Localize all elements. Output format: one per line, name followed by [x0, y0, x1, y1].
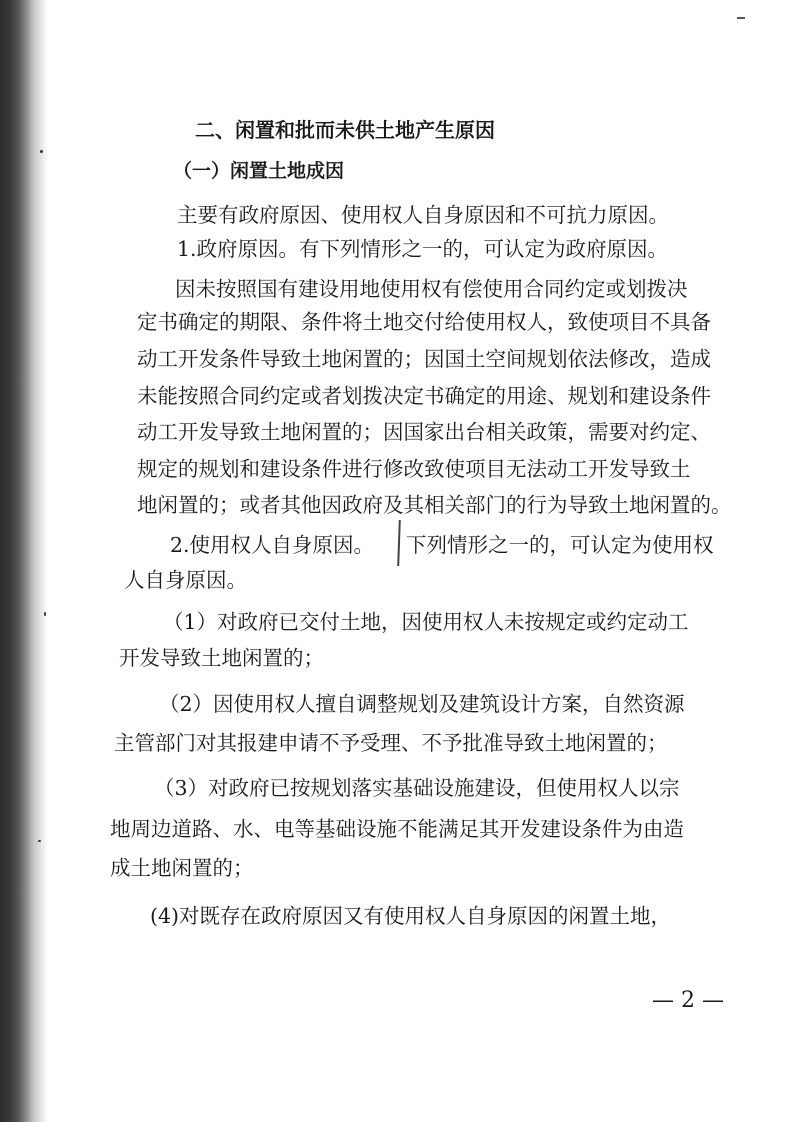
paragraph-line: （3）对政府已按规划落实基础设施建设，但使用权人以宗	[154, 776, 680, 800]
paragraph-line: （2）因使用权人擅自调整规划及建筑设计方案，自然资源	[159, 692, 685, 716]
paragraph-line: 定书确定的期限、条件将土地交付给使用权人，致使项目不具备	[137, 310, 711, 334]
paragraph-line: 未能按照合同约定或者划拨决定书确定的用途、规划和建设条件	[137, 384, 711, 408]
paragraph-line: 动工开发条件导致土地闲置的；因国土空间规划依法修改，造成	[137, 347, 711, 371]
page-number: — 2 —	[652, 988, 724, 1013]
paragraph-line: 地闲置的；或者其他因政府及其相关部门的行为导致土地闲置的。	[137, 493, 732, 517]
scan-edge-shadow	[0, 0, 48, 1122]
paragraph-line: 开发导致土地闲置的；	[119, 646, 324, 670]
scan-speck	[40, 150, 43, 153]
paragraph-line: 主管部门对其报建申请不予受理、不予批准导致土地闲置的；	[114, 731, 668, 755]
paragraph-line: 地周边道路、水、电等基础设施不能满足其开发建设条件为由造	[110, 817, 684, 841]
paragraph-line: 主要有政府原因、使用权人自身原因和不可抗力原因。	[177, 203, 669, 227]
scan-mark	[737, 17, 745, 19]
paragraph-line: 人自身原因。	[124, 568, 247, 592]
scan-speck	[38, 840, 41, 842]
section-heading: 二、闲置和批而未供土地产生原因	[195, 118, 495, 142]
pen-mark	[397, 520, 401, 566]
paragraph-line: 规定的规划和建设条件进行修改致使项目无法动工开发导致土	[137, 457, 691, 481]
scan-speck	[44, 612, 46, 616]
subsection-heading: （一）闲置土地成因	[173, 160, 345, 182]
paragraph-line: 动工开发导致土地闲置的；因国家出台相关政策，需要对约定、	[137, 420, 711, 444]
paragraph-line: 成土地闲置的；	[110, 856, 254, 880]
paragraph-line: （1）对政府已交付土地，因使用权人未按规定或约定动工	[163, 610, 689, 634]
paragraph-line: 2.使用权人自身原因。	[170, 533, 375, 557]
paragraph-line: 下列情形之一的，可认定为使用权	[406, 533, 714, 557]
paragraph-line: 1.政府原因。有下列情形之一的，可认定为政府原因。	[177, 237, 669, 261]
paragraph-line: 因未按照国有建设用地使用权有偿使用合同约定或划拨决	[175, 277, 688, 301]
paragraph-line: (4)对既存在政府原因又有使用权人自身原因的闲置土地，	[150, 904, 672, 928]
